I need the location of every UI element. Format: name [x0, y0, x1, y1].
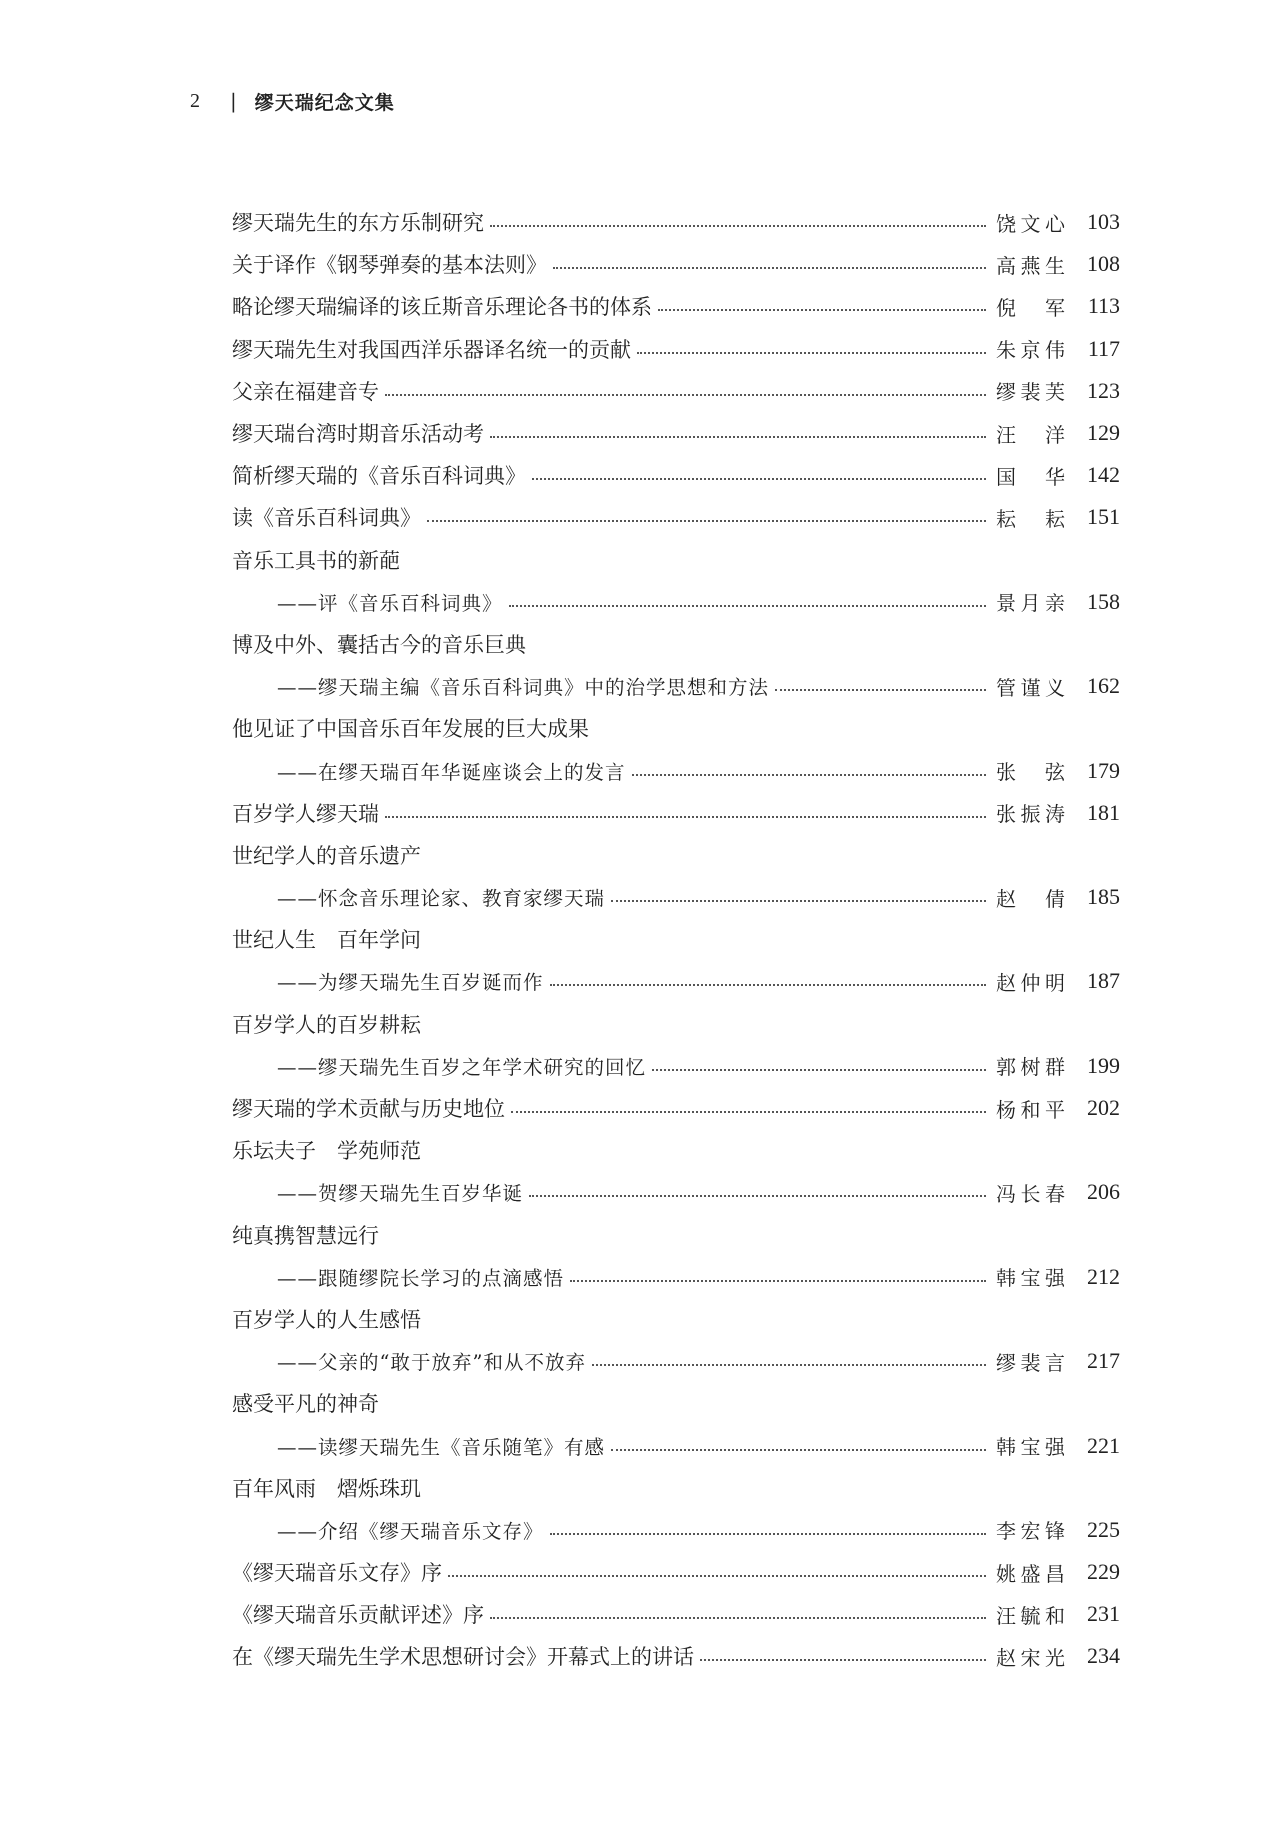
dot-leader — [509, 605, 986, 607]
toc-author: 杨和平 — [996, 1097, 1066, 1122]
toc-title: 百年风雨 熠烁珠玑 — [232, 1476, 421, 1501]
toc-title: 略论缪天瑞编译的该丘斯音乐理论各书的体系 — [232, 295, 652, 320]
dot-leader — [775, 689, 986, 691]
toc-page-number: 142 — [1087, 462, 1120, 488]
toc-title: 《缪天瑞音乐贡献评述》序 — [232, 1603, 484, 1628]
dot-leader — [632, 774, 986, 776]
toc-author: 国 华 — [996, 464, 1066, 489]
book-title: 缪天瑞纪念文集 — [254, 91, 395, 114]
page-number: 2 — [190, 89, 200, 112]
toc-page-number: 206 — [1087, 1179, 1120, 1205]
toc-subtitle: ——缪天瑞先生百岁之年学术研究的回忆 — [277, 1055, 647, 1079]
toc-subtitle-entry — [232, 960, 1120, 1002]
dot-leader — [611, 1449, 986, 1451]
dot-leader — [592, 1364, 986, 1366]
toc-page-number: 151 — [1087, 504, 1120, 530]
table-of-contents — [232, 201, 1120, 1678]
toc-subtitle-entry — [232, 1340, 1120, 1382]
toc-title: 读《音乐百科词典》 — [232, 506, 421, 531]
toc-entry — [232, 539, 1120, 581]
toc-page-number: 212 — [1087, 1263, 1120, 1289]
toc-subtitle-entry — [232, 749, 1120, 791]
toc-author: 饶文心 — [996, 211, 1066, 236]
toc-subtitle-entry — [232, 1171, 1120, 1213]
toc-author: 冯长春 — [996, 1181, 1066, 1206]
toc-entry — [232, 1382, 1120, 1424]
toc-title: 世纪人生 百年学问 — [232, 928, 421, 953]
dot-leader — [490, 225, 986, 227]
toc-title: 纯真携智慧远行 — [232, 1223, 379, 1248]
toc-author: 赵 倩 — [996, 886, 1066, 911]
dot-leader — [611, 900, 986, 902]
toc-page-number: 129 — [1087, 420, 1120, 446]
dot-leader — [637, 352, 986, 354]
toc-title: 《缪天瑞音乐文存》序 — [232, 1561, 442, 1586]
toc-page-number: 185 — [1087, 884, 1120, 910]
toc-entry — [232, 1298, 1120, 1340]
dot-leader — [652, 1069, 986, 1071]
toc-page-number: 103 — [1087, 209, 1120, 235]
toc-author: 耘 耘 — [996, 506, 1066, 531]
toc-page-number: 181 — [1087, 799, 1120, 825]
toc-author: 景月亲 — [996, 591, 1066, 616]
toc-author: 张振涛 — [996, 802, 1066, 827]
toc-entry — [232, 201, 1120, 243]
toc-subtitle: ——跟随缪院长学习的点滴感悟 — [277, 1266, 565, 1290]
toc-title: 世纪学人的音乐遗产 — [232, 843, 421, 868]
toc-entry — [232, 412, 1120, 454]
toc-entry — [232, 1003, 1120, 1045]
toc-entry — [232, 1087, 1120, 1129]
toc-title: 百岁学人缪天瑞 — [232, 801, 379, 826]
toc-subtitle: ——怀念音乐理论家、教育家缪天瑞 — [277, 887, 606, 911]
toc-entry — [232, 328, 1120, 370]
toc-subtitle: ——为缪天瑞先生百岁诞而作 — [277, 971, 544, 995]
dot-leader — [427, 520, 986, 522]
toc-subtitle: ——评《音乐百科词典》 — [277, 591, 503, 615]
toc-subtitle: ——介绍《缪天瑞音乐文存》 — [277, 1519, 544, 1543]
dot-leader — [550, 1533, 986, 1535]
dot-leader — [658, 309, 986, 311]
toc-author: 朱京伟 — [996, 338, 1066, 363]
toc-title: 关于译作《钢琴弹奏的基本法则》 — [232, 253, 547, 278]
toc-subtitle-entry — [232, 1045, 1120, 1087]
toc-page-number: 158 — [1087, 588, 1120, 614]
toc-entry — [232, 918, 1120, 960]
toc-subtitle-entry — [232, 665, 1120, 707]
toc-entry — [232, 496, 1120, 538]
toc-title: 缪天瑞台湾时期音乐活动考 — [232, 422, 484, 447]
toc-entry — [232, 1593, 1120, 1635]
toc-entry — [232, 1214, 1120, 1256]
toc-page-number: 225 — [1087, 1516, 1120, 1542]
dot-leader — [448, 1575, 986, 1577]
header-separator: | — [230, 89, 237, 113]
toc-subtitle: ——父亲的“敢于放弃”和从不放弃 — [277, 1351, 586, 1375]
toc-page-number: 217 — [1087, 1348, 1120, 1374]
toc-subtitle-entry — [232, 1509, 1120, 1551]
toc-entry — [232, 1129, 1120, 1171]
toc-page-number: 221 — [1087, 1432, 1120, 1458]
dot-leader — [553, 267, 986, 269]
toc-title: 简析缪天瑞的《音乐百科词典》 — [232, 464, 526, 489]
toc-title: 博及中外、囊括古今的音乐巨典 — [232, 632, 526, 657]
toc-title: 父亲在福建音专 — [232, 379, 379, 404]
toc-page-number: 202 — [1087, 1095, 1120, 1121]
toc-title: 他见证了中国音乐百年发展的巨大成果 — [232, 717, 589, 742]
dot-leader — [511, 1111, 986, 1113]
toc-author: 缪裴言 — [996, 1350, 1066, 1375]
toc-subtitle-entry — [232, 1256, 1120, 1298]
toc-page-number: 199 — [1087, 1052, 1120, 1078]
toc-entry — [232, 285, 1120, 327]
toc-page-number: 162 — [1087, 673, 1120, 699]
toc-author: 赵仲明 — [996, 970, 1066, 995]
toc-author: 韩宝强 — [996, 1266, 1066, 1291]
dot-leader — [550, 984, 986, 986]
toc-entry — [232, 454, 1120, 496]
toc-title: 乐坛夫子 学苑师范 — [232, 1139, 421, 1164]
toc-title: 缪天瑞先生的东方乐制研究 — [232, 211, 484, 236]
toc-page-number: 108 — [1087, 251, 1120, 277]
toc-title: 百岁学人的百岁耕耘 — [232, 1012, 421, 1037]
toc-author: 姚盛昌 — [996, 1561, 1066, 1586]
toc-subtitle-entry — [232, 581, 1120, 623]
toc-author: 倪 军 — [996, 295, 1066, 320]
dot-leader — [385, 816, 986, 818]
toc-title: 缪天瑞的学术贡献与历史地位 — [232, 1097, 505, 1122]
toc-entry — [232, 1635, 1120, 1677]
dot-leader — [385, 394, 986, 396]
toc-title: 百岁学人的人生感悟 — [232, 1307, 421, 1332]
toc-entry — [232, 707, 1120, 749]
toc-author: 管谨义 — [996, 675, 1066, 700]
toc-author: 赵宋光 — [996, 1645, 1066, 1670]
toc-entry — [232, 792, 1120, 834]
toc-author: 汪毓和 — [996, 1603, 1066, 1628]
toc-author: 韩宝强 — [996, 1435, 1066, 1460]
toc-author: 李宏锋 — [996, 1519, 1066, 1544]
toc-entry — [232, 243, 1120, 285]
toc-page-number: 179 — [1087, 757, 1120, 783]
toc-subtitle: ——贺缪天瑞先生百岁华诞 — [277, 1182, 524, 1206]
toc-page-number: 234 — [1087, 1643, 1120, 1669]
dot-leader — [532, 478, 986, 480]
toc-entry — [232, 370, 1120, 412]
toc-author: 张 弦 — [996, 760, 1066, 785]
toc-entry — [232, 1551, 1120, 1593]
dot-leader — [490, 436, 986, 438]
toc-entry — [232, 1467, 1120, 1509]
dot-leader — [529, 1195, 986, 1197]
dot-leader — [570, 1280, 986, 1282]
toc-author: 缪裴芙 — [996, 380, 1066, 405]
dot-leader — [490, 1617, 986, 1619]
toc-page-number: 231 — [1087, 1601, 1120, 1627]
toc-author: 高燕生 — [996, 253, 1066, 278]
toc-title: 感受平凡的神奇 — [232, 1392, 379, 1417]
toc-entry — [232, 834, 1120, 876]
dot-leader — [700, 1659, 986, 1661]
toc-subtitle-entry — [232, 1424, 1120, 1466]
toc-title: 音乐工具书的新葩 — [232, 548, 400, 573]
toc-subtitle-entry — [232, 876, 1120, 918]
toc-page-number: 229 — [1087, 1559, 1120, 1585]
toc-subtitle: ——缪天瑞主编《音乐百科词典》中的治学思想和方法 — [277, 676, 770, 700]
toc-page-number: 117 — [1087, 335, 1120, 361]
toc-entry — [232, 623, 1120, 665]
toc-subtitle: ——读缪天瑞先生《音乐随笔》有感 — [277, 1435, 606, 1459]
toc-title: 在《缪天瑞先生学术思想研讨会》开幕式上的讲话 — [232, 1645, 694, 1670]
toc-author: 汪 洋 — [996, 422, 1066, 447]
toc-author: 郭树群 — [996, 1055, 1066, 1080]
toc-subtitle: ——在缪天瑞百年华诞座谈会上的发言 — [277, 760, 626, 784]
toc-title: 缪天瑞先生对我国西洋乐器译名统一的贡献 — [232, 337, 631, 362]
running-header — [190, 86, 395, 116]
toc-page-number: 187 — [1087, 968, 1120, 994]
toc-page-number: 113 — [1087, 293, 1120, 319]
toc-page-number: 123 — [1087, 377, 1120, 403]
